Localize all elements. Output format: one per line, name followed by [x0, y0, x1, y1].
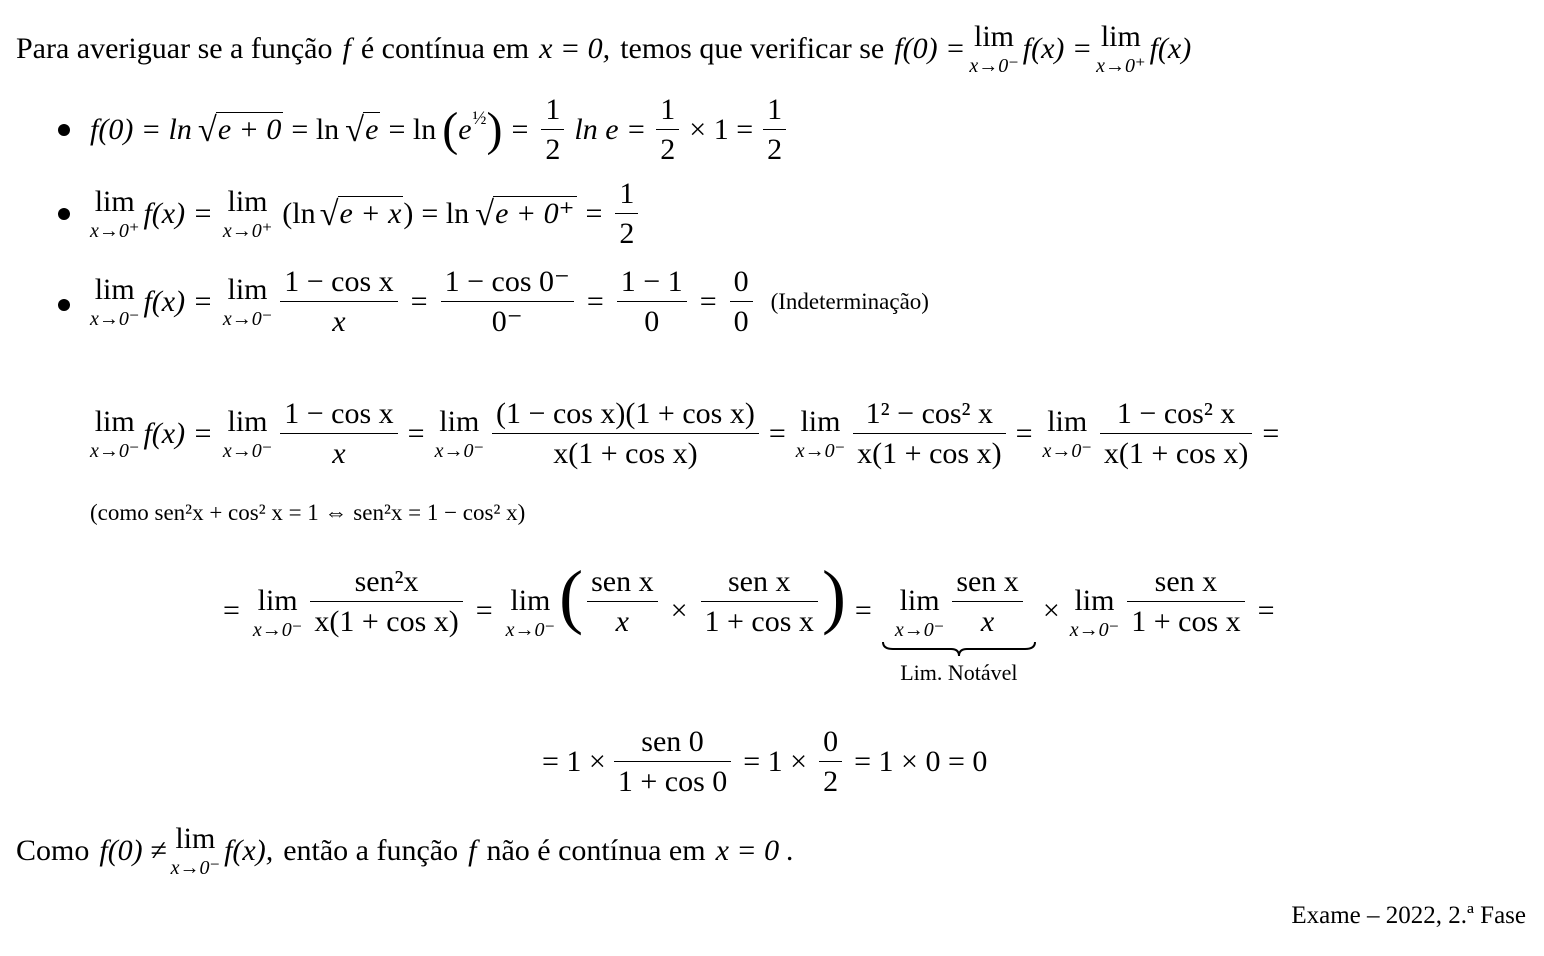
lim-sub: x→0⁻: [222, 307, 273, 330]
b3-fx: f(x) =: [143, 284, 213, 318]
intro-text-2: é contínua em: [360, 32, 530, 65]
lim-word: lim: [800, 404, 841, 438]
denominator: 2: [763, 129, 786, 166]
fraction: [492, 398, 759, 469]
conclusion-line: [16, 824, 794, 878]
lim-word: lim: [94, 272, 135, 306]
equals-sign: =: [407, 416, 425, 450]
fraction: [656, 94, 679, 165]
derivation-line-2: [214, 556, 1284, 686]
lim-sub: x→0⁻: [795, 439, 846, 462]
conclusion-text: então a função: [283, 834, 459, 867]
intro-line: [16, 22, 1191, 76]
numerator: 1: [619, 177, 635, 210]
denominator: 1 + cos x: [701, 601, 818, 638]
limit-operator: [795, 404, 846, 462]
fraction: [441, 266, 574, 337]
intro-fx-end: f(x): [1149, 32, 1192, 65]
denominator: x(1 + cos x): [853, 433, 1005, 470]
sqrt: [475, 196, 576, 232]
times-sign: ×: [1042, 594, 1060, 627]
lim-word: lim: [94, 404, 135, 438]
lim-sub: x→0⁺: [90, 219, 140, 242]
notable-limit-group: [881, 566, 1037, 686]
denominator: 2: [656, 129, 679, 166]
paren-close: ): [486, 102, 503, 156]
equals-sign: =: [475, 594, 493, 627]
indeterminacy-note: (Indeterminação): [770, 288, 929, 314]
denominator: 2: [541, 129, 564, 166]
equals-sign: =: [1257, 594, 1275, 627]
numerator: sen²x: [354, 565, 419, 598]
derivation-line-3: [542, 726, 987, 797]
denominator: 0: [617, 301, 687, 338]
l7-pre: = 1 ×: [542, 744, 606, 778]
limit-operator: [1096, 22, 1145, 76]
limit-operator: [222, 404, 273, 462]
lim-word: lim: [510, 584, 551, 617]
equals-sign: =: [768, 416, 786, 450]
numerator: 1 − cos 0⁻: [444, 265, 570, 298]
bullet-2-line: [86, 178, 642, 249]
sqrt: [198, 112, 284, 148]
lim-word: lim: [175, 822, 216, 855]
b1-base: e: [458, 112, 472, 146]
denominator: 0: [730, 301, 753, 338]
numerator: 0: [823, 725, 839, 758]
lim-word: lim: [257, 584, 298, 617]
identity-note-text: (como sen²x + cos² x = 1 ⇔ sen²x = 1 − cos² x): [90, 500, 526, 525]
equals-sign: =: [854, 594, 872, 627]
lim-sub: x→0⁻: [969, 55, 1019, 77]
numerator: 1: [545, 93, 561, 126]
times-sign: ×: [670, 594, 688, 627]
numerator: 1: [767, 93, 783, 126]
lim-word: lim: [439, 404, 480, 438]
lim-word: lim: [1100, 20, 1141, 53]
b1-exp: ½: [472, 108, 487, 130]
fraction: [614, 726, 731, 797]
denominator: 0⁻: [441, 301, 574, 338]
lim-sub: x→0⁻: [1069, 619, 1120, 641]
denominator: x: [280, 433, 397, 470]
equals-sign: =: [1015, 416, 1033, 450]
numerator: 0: [733, 265, 749, 298]
numerator: sen x: [956, 565, 1019, 598]
lim-sub: x→0⁻: [1042, 439, 1092, 462]
limit-operator: [1042, 404, 1092, 462]
numerator: sen x: [1154, 565, 1218, 598]
lim-sub: x→0⁺: [1096, 55, 1146, 77]
limit-operator: [222, 272, 273, 330]
lim-sub: x→0⁻: [505, 619, 556, 641]
notable-limit-label: Lim. Notável: [900, 660, 1018, 685]
intro-text-3: temos que verificar se: [620, 32, 885, 65]
lim-sub: x→0⁻: [434, 439, 485, 462]
fraction: [853, 398, 1005, 469]
fraction: [819, 726, 842, 797]
radicand: e + 0: [217, 112, 282, 146]
b2-close: ): [403, 196, 414, 230]
exam-source-text: Exame – 2022, 2.ª Fase: [1291, 902, 1526, 929]
limit-operator: [253, 586, 302, 640]
conclusion-pre: Como: [16, 834, 90, 867]
bullet-dot: [58, 299, 70, 311]
radical-sign: √: [475, 194, 495, 233]
fraction: [763, 94, 786, 165]
fraction: [1100, 398, 1252, 469]
conclusion-text-2: não é contínua em: [486, 834, 706, 867]
limit-operator: [90, 272, 140, 330]
b2-eq: =: [585, 196, 603, 230]
fraction: [280, 398, 397, 469]
lim-word: lim: [227, 404, 268, 438]
limit-operator: [171, 824, 220, 878]
denominator: x: [280, 301, 397, 338]
sqrt: [345, 112, 380, 148]
denominator: x(1 + cos x): [1100, 433, 1252, 470]
lim-word: lim: [227, 272, 268, 306]
denominator: 1 + cos 0: [614, 761, 731, 798]
conclusion-fx: f(x),: [224, 834, 274, 867]
sqrt: [320, 196, 404, 232]
lim-sub: x→0⁻: [222, 439, 273, 462]
intro-f: f: [342, 32, 351, 65]
denominator: x: [587, 601, 658, 638]
lim-sub: x→0⁻: [90, 307, 140, 330]
bullet-dot: [58, 124, 70, 136]
fraction: [280, 266, 397, 337]
equals-sign: =: [1262, 416, 1280, 450]
radical-sign: √: [345, 110, 365, 149]
derivation-line-1: [86, 398, 1285, 469]
radical-sign: √: [197, 110, 217, 149]
intro-fx: f(x) =: [1022, 32, 1093, 65]
numerator: (1 − cos x)(1 + cos x): [496, 397, 755, 430]
equals-sign: =: [699, 284, 717, 318]
denominator: 1 + cos x: [1127, 601, 1244, 638]
identity-note: [90, 500, 525, 526]
b2-eq-ln: = ln: [421, 196, 470, 230]
numerator: 1: [660, 93, 676, 126]
numerator: sen x: [727, 565, 791, 598]
lim-word: lim: [974, 20, 1015, 53]
fraction: [310, 566, 462, 637]
radicand: e + x: [339, 196, 402, 230]
lim-word: lim: [899, 584, 940, 617]
denominator: 2: [819, 761, 842, 798]
b2-ln: (ln: [282, 196, 316, 230]
notable-limit-expr: [891, 566, 1027, 640]
denominator: x: [952, 601, 1023, 638]
conclusion-x-eq: x = 0 .: [715, 834, 795, 867]
fraction: [615, 178, 638, 249]
lim-sub: x→0⁻: [170, 857, 221, 879]
intro-text-1: Para averiguar se a função: [16, 32, 333, 65]
bullet-3-line: [86, 266, 929, 337]
b1-ln-e: ln e =: [574, 112, 647, 146]
l7-post: = 1 × 0 = 0: [854, 744, 988, 778]
limit-operator: [506, 586, 555, 640]
numerator: 1² − cos² x: [865, 397, 994, 430]
denominator: x(1 + cos x): [492, 433, 759, 470]
lim-word: lim: [94, 184, 135, 218]
exam-source: [1291, 902, 1526, 930]
b2-fx: f(x) =: [143, 196, 213, 230]
bullet-1-line: [90, 94, 790, 165]
conclusion-f0: f(0) ≠: [99, 834, 167, 867]
b1-times: × 1 =: [689, 112, 754, 146]
b1-eq-ln2: = ln: [388, 112, 437, 146]
bullet-dot: [58, 208, 70, 220]
b1-lhs: f(0) = ln: [90, 112, 192, 146]
paren-open: (: [442, 102, 459, 156]
radical-sign: √: [319, 194, 339, 233]
numerator: sen 0: [641, 725, 704, 758]
lim-word: lim: [1047, 404, 1088, 438]
fraction: [617, 266, 687, 337]
underbrace: [881, 640, 1037, 658]
lim-word: lim: [1074, 584, 1115, 617]
b1-eq-ln: = ln: [291, 112, 340, 146]
numerator: sen x: [591, 565, 654, 598]
fraction: [1127, 566, 1244, 637]
limit-operator: [222, 184, 273, 242]
l4-fx: f(x) =: [143, 416, 213, 450]
equals-sign: =: [586, 284, 604, 318]
equals-sign: =: [410, 284, 428, 318]
paren-close: ): [821, 556, 846, 636]
limit-operator: [1070, 586, 1119, 640]
fraction: [541, 94, 564, 165]
intro-x-eq: x = 0,: [539, 32, 611, 65]
intro-f0: f(0) =: [894, 32, 966, 65]
denominator: 2: [615, 213, 638, 250]
limit-operator: [90, 404, 140, 462]
l7-mid: = 1 ×: [743, 744, 808, 778]
b1-eq: =: [511, 112, 529, 146]
numerator: 1 − cos² x: [1116, 397, 1236, 430]
limit-operator: [434, 404, 485, 462]
equals-sign: =: [223, 594, 240, 627]
lim-sub: x→0⁻: [252, 619, 303, 641]
conclusion-f: f: [468, 834, 477, 867]
limit-operator: [969, 22, 1018, 76]
denominator: x(1 + cos x): [310, 601, 462, 638]
fraction: [587, 566, 658, 637]
numerator: 1 − 1: [620, 265, 683, 298]
radicand: e + 0⁺: [495, 196, 575, 230]
lim-sub: x→0⁻: [894, 619, 945, 641]
numerator: 1 − cos x: [284, 265, 394, 298]
limit-operator: [90, 184, 140, 242]
lim-sub: x→0⁺: [222, 219, 273, 242]
radicand: e: [365, 112, 379, 146]
numerator: 1 − cos x: [284, 397, 394, 430]
paren-open: (: [559, 556, 584, 636]
fraction: [701, 566, 818, 637]
lim-word: lim: [227, 184, 268, 218]
lim-sub: x→0⁻: [90, 439, 140, 462]
fraction: [730, 266, 753, 337]
fraction: [952, 566, 1023, 637]
limit-operator: [895, 586, 944, 640]
